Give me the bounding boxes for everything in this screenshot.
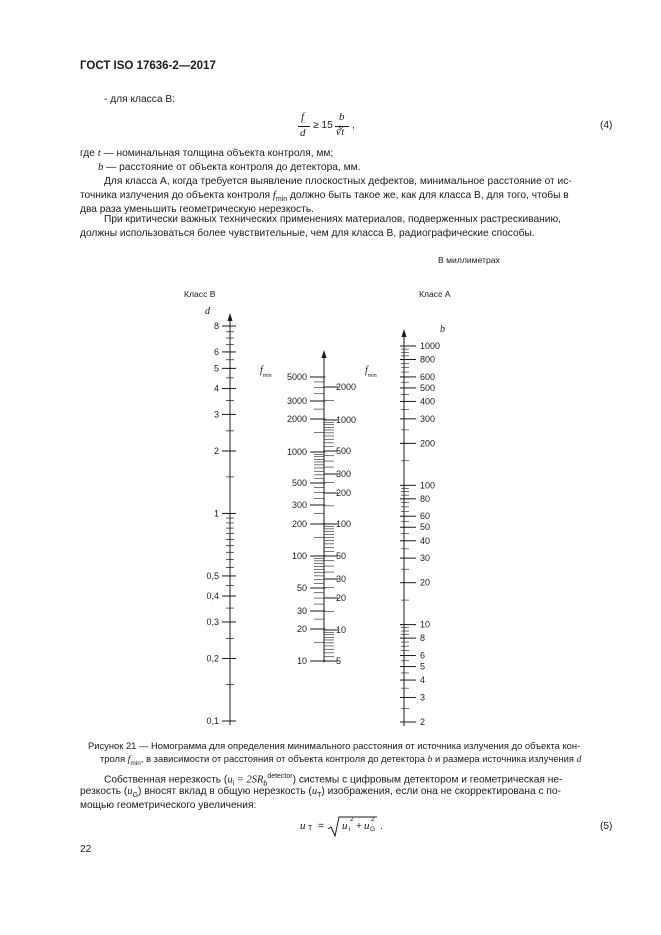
b-tick-label: 5 (420, 661, 426, 672)
b-tick-label: 500 (420, 382, 436, 393)
fmin-left-tick-label: 2000 (286, 414, 307, 424)
b-tick-label: 20 (420, 577, 431, 588)
nomogram-scales (206, 313, 440, 727)
d-tick-label: 6 (213, 346, 219, 357)
fmin-right-tick-label: 20 (336, 593, 347, 603)
fmin-symbol: f (272, 190, 276, 201)
ui-symbol: u (227, 774, 233, 786)
text-span: точника излучения до объекта контроля (80, 190, 273, 201)
eq5-plus: + (356, 821, 362, 832)
fmin-right-tick-label: 10 (336, 625, 347, 635)
ug-symbol: u (127, 786, 133, 797)
fmin-right-tick-label: 2000 (336, 382, 357, 392)
fmin-left-sub: min (262, 373, 272, 380)
eq4-tail: , (352, 120, 355, 131)
b-tick-label: 10 (420, 619, 431, 630)
b-description: — расстояние от объекта контроля до детектора, мм. (106, 162, 361, 173)
d-tick-label: 5 (213, 363, 219, 374)
d-tick-label: 3 (213, 409, 219, 420)
caption-fmin-sub: min (130, 759, 141, 767)
eq4-lhs-denominator: d (300, 127, 306, 139)
fmin-axis-arrow (322, 350, 327, 358)
eq5-term1-sub: i (349, 826, 351, 833)
d-axis-arrow (228, 313, 233, 321)
page-number: 22 (80, 844, 92, 855)
equation-5-number: (5) (600, 821, 613, 832)
d-tick-label: 0,3 (206, 616, 219, 627)
eq4-rhs-denominator: ∛t (335, 127, 345, 138)
text-span: троля (100, 753, 128, 764)
t-description: — номинальная толщина объекта контроля, мм; (103, 148, 334, 159)
fmin-left-tick-label: 300 (291, 500, 307, 510)
text-span: ) вносят вклад в общую нерезкость ( (138, 786, 312, 797)
class-b-intro: - для класса B: (104, 94, 175, 105)
eq5-tail: . (380, 821, 383, 832)
class-a-title: Класс А (419, 289, 451, 299)
caption-b-symbol: b (427, 754, 433, 765)
eq5-term2: u (364, 820, 370, 832)
fmin-right-tick-label: 500 (336, 446, 352, 456)
fmin-right-tick-label: 100 (336, 519, 352, 529)
critical-para-line1: При критически важных технических применениях материалов, подверженных растрескиванию, (104, 214, 561, 225)
fmin-right-tick-label: 30 (336, 574, 347, 584)
d-tick-label: 0,2 (206, 653, 219, 664)
d-tick-label: 0,4 (206, 591, 219, 602)
b-tick-label: 8 (420, 633, 426, 644)
where-prefix: где (80, 148, 95, 159)
text-span: , в зависимости от расстояния от объекта контроля до детектора (140, 753, 428, 764)
eq5-term2-sub: G (370, 826, 376, 833)
eq5-term2-sup: 2 (371, 816, 375, 823)
fmin-left-tick-label: 500 (291, 478, 307, 488)
b-tick-label: 400 (420, 396, 436, 407)
fmin-left-tick-label: 200 (291, 519, 307, 529)
fmin-left-tick-label: 100 (291, 551, 307, 561)
fmin-left-tick-label: 1000 (286, 447, 307, 457)
b-tick-label: 300 (420, 413, 436, 424)
fmin-left-dot (323, 376, 326, 379)
fmin-right-tick-label: 300 (336, 469, 352, 479)
b-tick-label: 80 (420, 493, 431, 504)
fmin-right-label (365, 360, 377, 379)
class-b-title: Класс B (184, 289, 216, 299)
b-tick-label: 60 (420, 511, 431, 522)
text-span: ) изображения, если она не скорректирована с по- (321, 786, 561, 797)
fmin-right-tick-label: 200 (336, 488, 352, 498)
d-tick-label: 0,1 (206, 716, 219, 726)
ug-sub: G (132, 792, 139, 800)
document-header: ГОСТ ISO 17636-2—2017 (80, 60, 216, 72)
b-tick-label: 1000 (420, 341, 441, 351)
fmin-left-dot (323, 400, 326, 403)
class-a-para-line1: Для класса А, когда требуется выявление плоскостных дефектов, минимальное расстояние от ис- (104, 176, 572, 187)
fmin-left-tick-label: 50 (296, 583, 307, 593)
b-tick-label: 4 (420, 675, 426, 686)
fmin-subscript: min (275, 196, 288, 204)
d-tick-label: 8 (213, 321, 219, 331)
unsharp-para-line3: мощью геометрического увеличения: (80, 800, 257, 811)
b-tick-label: 6 (420, 650, 426, 661)
fmin-left-symbol: f (260, 365, 263, 376)
fmin-left-dot (323, 587, 326, 590)
b-tick-label: 50 (420, 522, 431, 533)
text-span: резкость ( (80, 786, 128, 797)
b-axis-label: b (440, 324, 445, 335)
d-tick-label: 2 (213, 445, 219, 456)
fmin-left-tick-label: 30 (296, 606, 307, 616)
equation-4-number: (4) (600, 120, 613, 131)
fmin-left-dot (323, 504, 326, 507)
ui-sub: i (232, 780, 235, 788)
d-tick-label: 0,5 (206, 570, 219, 581)
text-span: Собственная нерезкость ( (104, 774, 228, 786)
text-span: ) системы с цифровым детектором и геометрическая не- (292, 774, 563, 786)
eq5-equals: = (318, 821, 324, 832)
b-symbol: b (98, 162, 104, 173)
fmin-right-tick-label: 50 (336, 551, 347, 561)
ut-symbol: u (311, 786, 318, 797)
d-axis-label: d (205, 306, 210, 317)
caption-fmin-symbol: f (127, 754, 131, 765)
fmin-left-tick-label: 3000 (286, 396, 307, 406)
eq5-lhs-sub: T (308, 825, 313, 832)
critical-para-line2: должны использоваться более чувствительные, чем для класса B, радиографические способы. (80, 228, 535, 239)
eq4-relation: ≥ 15 (313, 120, 333, 131)
text-span: и размера источника излучения (432, 753, 577, 764)
caption-d-symbol: d (576, 754, 582, 765)
b-tick-label: 800 (420, 354, 436, 365)
fmin-left-dot (323, 610, 326, 613)
ui-formula: = 2SR (234, 774, 264, 786)
b-tick-label: 40 (420, 535, 431, 546)
figure-caption-line2 (100, 753, 581, 770)
fmin-right-sub: min (367, 373, 377, 380)
class-a-para-line3: два раза уменьшить геометрическую нерезкость. (80, 204, 314, 215)
fmin-left-tick-label: 10 (296, 656, 307, 666)
fmin-left-tick-label: 20 (296, 624, 307, 634)
fmin-left-label (260, 360, 272, 379)
t-symbol: t (97, 148, 101, 159)
fmin-left-dot (323, 482, 326, 485)
figure-caption-line1: Рисунок 21 — Номограмма для определения минимального расстояния от источника излучения до объекта кон- (88, 740, 581, 751)
eq5-term1: u (342, 820, 348, 832)
fmin-right-symbol: f (365, 365, 368, 376)
units-note: В миллиметрах (438, 255, 500, 265)
b-tick-label: 200 (420, 438, 436, 449)
d-tick-label: 1 (213, 508, 219, 519)
b-tick-label: 30 (420, 553, 431, 564)
fmin-left-tick-label: 5000 (286, 372, 307, 382)
b-axis-arrow (402, 329, 407, 337)
ut-sub: T (317, 792, 322, 800)
fmin-right-tick-label: 1000 (336, 415, 357, 425)
b-tick-label: 100 (420, 480, 436, 491)
fmin-right-tick-label: 5 (336, 656, 342, 666)
eq4-lhs-numerator: f (301, 111, 305, 123)
b-tick-label: 600 (420, 371, 436, 382)
eq5-term1-sup: 2 (350, 816, 354, 823)
eq5-lhs: u (300, 820, 306, 832)
text-span: должно быть такое же, как для класса B, для того, чтобы в (287, 190, 569, 201)
b-tick-label: 2 (420, 717, 426, 727)
b-tick-label: 3 (420, 692, 426, 703)
srb-sub: b (263, 780, 268, 788)
d-tick-label: 4 (213, 383, 219, 394)
eq4-rhs-numerator: b (339, 111, 345, 123)
srb-sup: detector (267, 773, 293, 780)
